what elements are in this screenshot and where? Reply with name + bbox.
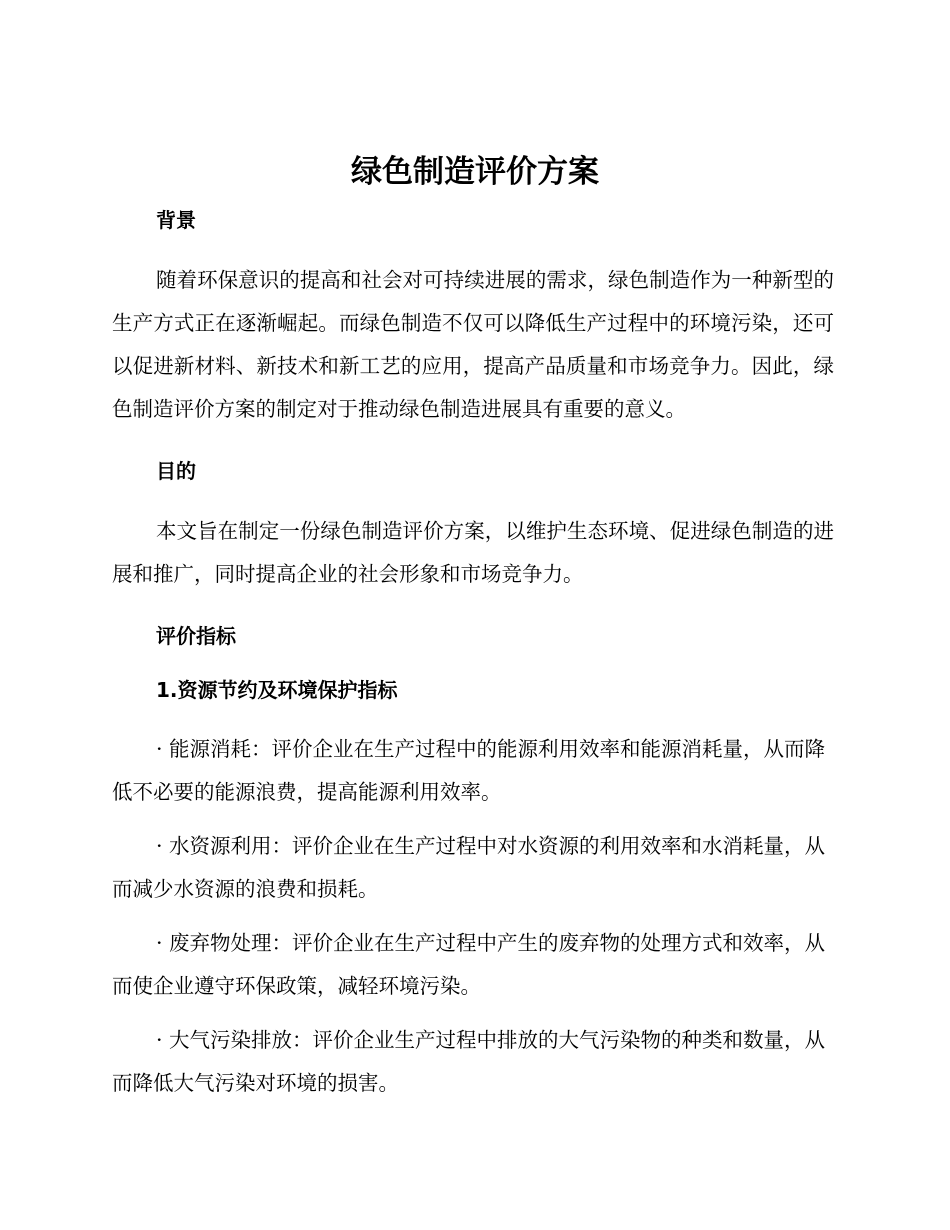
indicator-item-energy: · 能源消耗：评价企业在生产过程中的能源利用效率和能源消耗量，从而降低不必要的能源浪费，提高能源利用效率。: [112, 737, 826, 804]
section-heading-purpose: 目的: [156, 459, 196, 483]
document-title: 绿色制造评价方案: [351, 154, 599, 190]
background-paragraph: 随着环保意识的提高和社会对可持续进展的需求，绿色制造作为一种新型的生产方式正在逐渐崛起。而绿色制造不仅可以降低生产过程中的环境污染，还可以促进新材料、新技术和新工艺的应用，提高产品质量和市场竞争力。因此，绿色制造评价方案的制定对于推动绿色制造进展具有重要的意义。: [112, 268, 834, 421]
section-heading-indicators: 评价指标: [156, 624, 236, 648]
purpose-paragraph: 本文旨在制定一份绿色制造评价方案，以维护生态环境、促进绿色制造的进展和推广，同时提高企业的社会形象和市场竞争力。: [112, 519, 834, 586]
indicator-item-waste: · 废弃物处理：评价企业在生产过程中产生的废弃物的处理方式和效率，从而使企业遵守环保政策，减轻环境污染。: [112, 931, 826, 998]
indicator-item-water: · 水资源利用：评价企业在生产过程中对水资源的利用效率和水消耗量，从而减少水资源的浪费和损耗。: [112, 834, 826, 901]
indicators-subheading: 1.资源节约及环境保护指标: [156, 678, 398, 702]
document-body: [112, 205, 834, 1105]
section-heading-background: 背景: [156, 208, 196, 232]
indicator-item-air: · 大气污染排放：评价企业生产过程中排放的大气污染物的种类和数量，从而降低大气污染对环境的损害。: [112, 1028, 826, 1095]
